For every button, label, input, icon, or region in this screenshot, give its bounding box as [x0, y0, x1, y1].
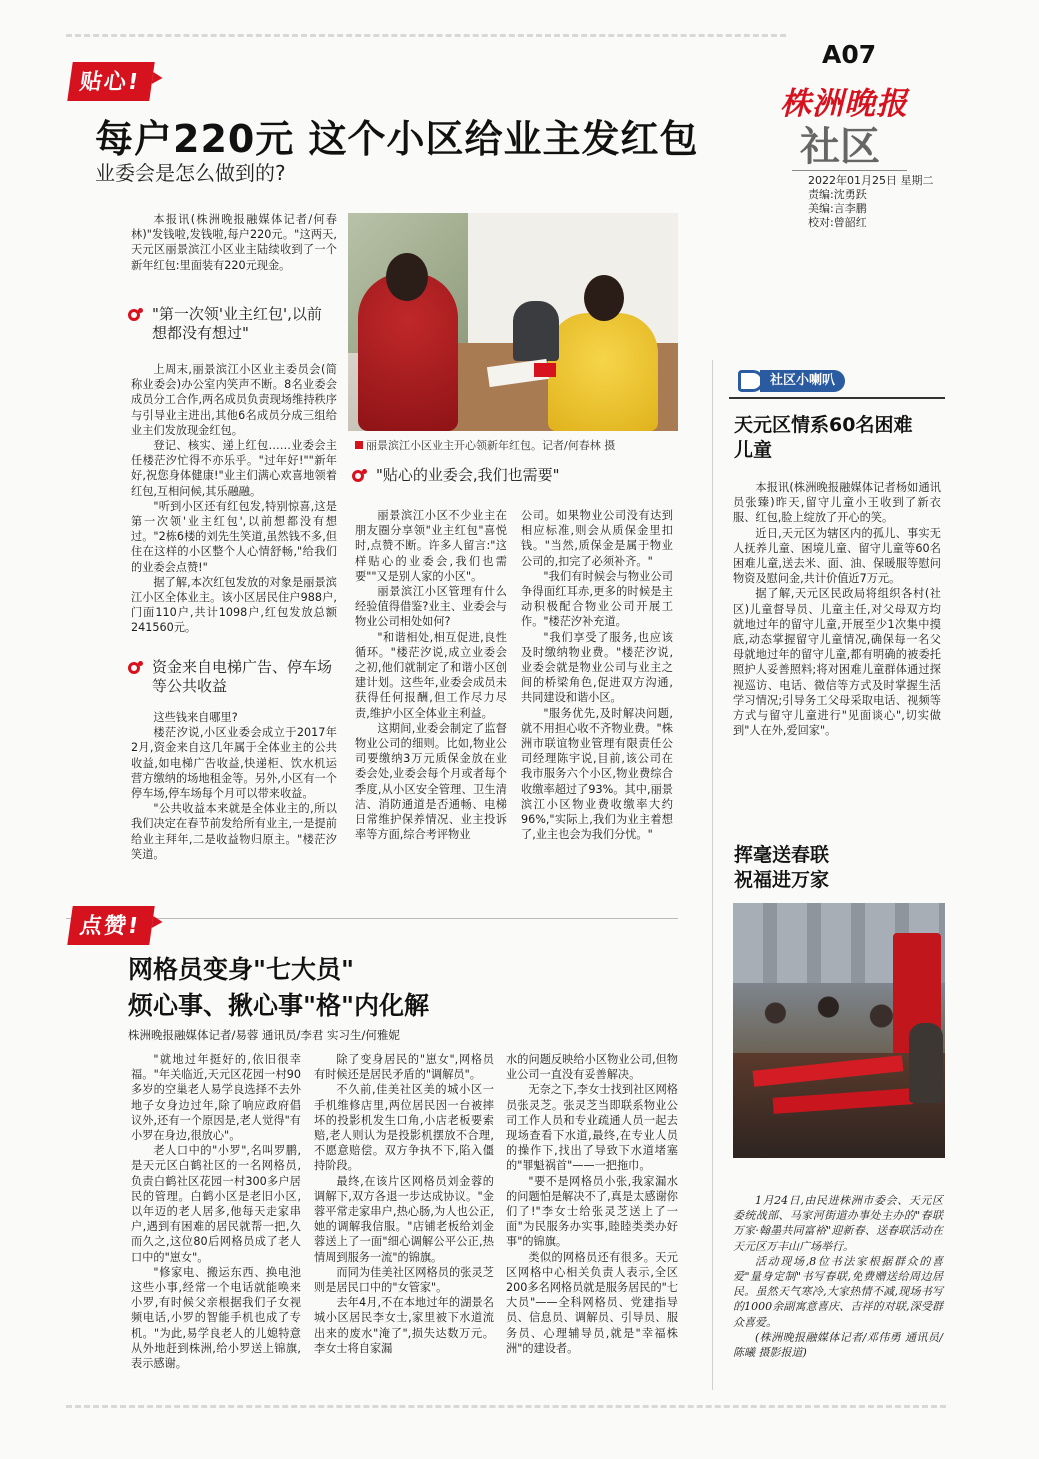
red-envelope-photo: [348, 213, 678, 431]
calligrapher: [909, 1023, 943, 1103]
subhead-bullet-icon: [128, 662, 140, 674]
red-envelope: [534, 363, 556, 377]
story1-subhead-2: 资金来自电梯广告、停车场等公共收益: [152, 658, 332, 696]
story2-column-3: 水的问题反映给小区物业公司,但物业公司一直没有妥善解决。 无奈之下,李女士找到社区网格员张灵芝。张灵芝当即联系物业公司工作人员和专业疏通人员一起去现场查看下水道,最终,在专业人员的操作下,找出了导致下水道堵塞的"罪魁祸首"——一把拖巾。 "要不是网格员小张,我家漏水的问题怕是解决不了,真是太感谢你们了!"李女士给张灵芝送上了一面"为民服务办实事,睦睦类类办好事"的锦旗。 类似的网格员还有很多。天元区网格中心相关负责人表示,全区200多名网格员就是服务居民的"七大员"——全科网格员、党建指导员、信息员、调解员、引导员、服务员、心理辅导员,就是"幸福株洲"的建设者。: [506, 1053, 678, 1355]
section-name: 社区: [800, 123, 880, 170]
column-body: 本报讯(株洲晚报融媒体记者杨如通讯员张臻)昨天,留守儿童小王收到了新衣服、红包,脸上绽放了开心的笑。 近日,天元区为辖区内的孤儿、事实无人抚养儿童、困境儿童、留守儿童等60名困难儿童,送去米、面、油、保暖服等慰问物资及慰问金,共计价值近7万元。 据了解,天元区民政局将组织各村(社区)儿童督导员、儿童主任,对父母双方均就地过年的留守儿童,开展至少1次集中摸底,动态掌握留守儿童情况,确保每一名父母就地过年的留守儿童,都有明确的被委托照护人妥善照料;将对困难儿童群体通过探视巡访、电话、微信等方式及时掌握生活学习情况;引导务工父母采取电话、视频等方式与留守儿童进行"见面谈心",切实做到"人在外,爱回家"。: [733, 481, 941, 738]
story1-column-1b: 上周末,丽景滨江小区业主委员会(简称业委会)办公室内笑声不断。8名业委会成员分工合作,两名成员负责现场维持秩序与引导业主进出,其他6名成员分成三组给业主们发放现金红包。 登记、核实、递上红包……业委会主任楼茫汐忙得不亦乐乎。"过年好!""新年好,祝您身体健康!"业主们满心欢喜地领着红包,互相问候,其乐融融。 "听到小区还有红包发,特别惊喜,这是第一次领'业主红包',以前想都没有想过。"2栋6楼的刘先生笑道,虽然钱不多,但住在这样的小区整个人心情舒畅,"给我们的业委会点赞!" 据了解,本次红包发放的对象是丽景滨江小区全体业主。该小区居民住户988户,门面110户,共计1098户,红包发放总额241560元。: [131, 363, 337, 635]
brief-body: 1月24日,由民进株洲市委会、天元区委统战部、马家河街道办事处主办的"春联万家·翰墨共同富裕"迎新春、送春联活动在天元区万丰山广场举行。 活动现场,8位书法家根据群众的喜爱"量身定制"书写春联,免费赠送给周边居民。虽然天气寒冷,大家热情不减,现场书写的1000余副寓意喜庆、吉祥的对联,深受群众喜爱。 (株洲晚报融媒体记者/邓伟勇 通讯员/陈曦 摄影报道): [733, 1194, 943, 1360]
story1-subhead-1: "第一次领'业主红包',以前想都没有想过": [152, 305, 332, 343]
designer-credit: 美编:言李鹏: [808, 202, 867, 215]
woman-head: [386, 253, 428, 301]
editor-credit: 责编:沈勇跃: [808, 188, 867, 201]
story1-column-1: [131, 212, 337, 273]
story-tag-tiexin: 贴心!: [67, 62, 155, 101]
page-number: A07: [822, 40, 877, 69]
column-badge-label: 社区小喇叭: [760, 370, 845, 392]
story2-byline: 株洲晚报融媒体记者/易蓉 通讯员/李君 实习生/何雅妮: [128, 1028, 400, 1042]
woman2-head: [584, 275, 624, 321]
story1-subheadline: 业委会是怎么做到的?: [95, 161, 286, 185]
story1-headline: 每户220元 这个小区给业主发红包: [95, 117, 699, 161]
story1-column-3: 公司。如果物业公司没有达到相应标准,则会从质保金里扣钱。"当然,质保金是属于物业公司的,扣完了必须补齐。" "我们有时候会与物业公司争得面红耳赤,更多的时候是主动积极配合物业公司开展工作。"楼茫汐补充道。 "我们享受了服务,也应该及时缴纳物业费。"楼茫汐说,业委会就是物业公司与业主之间的桥梁角色,促进双方沟通,共同建设和谐小区。 "服务优先,及时解决问题,就不用担心收不齐物业费。"株洲市联谊物业管理有限责任公司经理陈宇说,目前,该公司在我市服务六个小区,物业费综合收缴率超过了93%。其中,丽景滨江小区物业费收缴率大约96%,"实际上,我们为业主着想了,业主也会为我们分忧。": [521, 509, 673, 842]
issue-date: 2022年01月25日 星期二: [808, 174, 934, 187]
story2-headline-1: 网格员变身"七大员": [128, 955, 355, 984]
proofreader-credit: 校对:曾韶红: [808, 216, 867, 229]
story2-column-1: "就地过年挺好的,依旧很幸福。"年关临近,天元区花园一村90多岁的空巢老人易学良选择不去外地子女身边过年,除了响应政府倡议外,还有一个原因是,老人觉得"有小罗在身边,很放心"。 老人口中的"小罗",名叫罗鹏,是天元区白鹤社区的一名网格员,负责白鹤社区花园一村300多户居民的管理。白鹤小区是老旧小区,以年迈的老人居多,他每天走家串户,遇到有困难的居民就帮一把,久而久之,这位80后网格员成了老人口中的"崽女"。 "修家电、搬运东西、换电池这些小事,经常一个电话就能唤来小罗,有时候父亲根据我们子女视频电话,小罗的智能手机也成了专机。"为此,易学良老人的儿媳特意从外地赶到株洲,给小罗送上锦旗,表示感谢。: [131, 1053, 301, 1371]
story2-column-2: 除了变身居民的"崽女",网格员有时候还是居民矛盾的"调解员"。 不久前,佳美社区美的城小区一手机维修店里,两位居民因一台被摔坏的投影机发生口角,小店老板要索赔,老人则认为是投影机摆放不合理,不愿意赔偿。双方争执不下,陷入僵持阶段。 最终,在该片区网格员刘金蓉的调解下,双方各退一步达成协议。"金蓉平常走家串户,热心肠,为人也公正,她的调解我信服。"店铺老板给刘金蓉送上了一面"细心调解公平公正,热情周到服务一流"的锦旗。 而同为佳美社区网格员的张灵芝则是居民口中的"女管家"。 去年4月,不在本地过年的湖景名城小区居民李女士,家里被下水道流出来的废水"淹了",损失达数万元。李女士将自家漏: [314, 1053, 494, 1355]
woman-yellow-coat: [548, 313, 658, 431]
story1-lead: 本报讯(株洲晚报融媒体记者/何春林)"发钱啦,发钱啦,每户220元。"这两天,天元区丽景滨江小区业主陆续收到了一个新年红包:里面装有220元现金。: [131, 213, 337, 272]
photo1-caption: 丽景滨江小区业主开心领新年红包。记者/何春林 摄: [355, 437, 615, 453]
story1-subhead-3: "贴心的业委会,我们也需要": [376, 466, 676, 485]
caption-marker-icon: [355, 441, 363, 449]
column-headline: 天元区情系60名困难儿童: [734, 414, 913, 461]
story1-column-2: 丽景滨江小区不少业主在朋友圈分享领"业主红包"喜悦时,点赞不断。许多人留言:"这样贴心的业委会,我们也需要""又是别人家的小区"。 丽景滨江小区管理有什么经验值得借鉴?业主、业委会与物业公司相处如何? "和谐相处,相互促进,良性循环。"楼茫汐说,成立业委会之初,他们就制定了和谐小区创建计划。这些年,业委会成员未获得任何报酬,但工作尽力尽责,维护小区全体业主利益。 这期间,业委会制定了监督物业公司的细则。比如,物业公司要缴纳3万元质保金放在业委会处,业委会每个月或者每个季度,从小区安全管理、卫生清洁、消防通道是否通畅、电梯日常维护保养情况、业主投诉率等方面,综合考评物业: [355, 509, 507, 842]
brief-headline: 挥毫送春联 祝福进万家: [734, 844, 830, 891]
paper-name: 株洲晚报: [780, 86, 908, 122]
subhead-bullet-icon: [352, 470, 364, 482]
subhead-bullet-icon: [128, 309, 140, 321]
story2-headline-2: 烦心事、揪心事"格"内化解: [128, 991, 430, 1020]
man-seated: [513, 301, 559, 361]
calligraphy-event-photo: [733, 903, 945, 1158]
story-tag-dianzan: 点赞!: [67, 906, 155, 945]
story1-column-1c: 这些钱来自哪里? 楼茫汐说,小区业委会成立于2017年2月,资金来自这几年属于全体业主的公共收益,如电梯广告收益,快递柜、饮水机运营方缴纳的场地租金等。另外,小区有一个停车场,停车场每个月可以带来收益。 "公共收益本来就是全体业主的,所以我们决定在春节前发给所有业主,一是提前给业主拜年,二是收益物归原主。"楼茫汐笑道。: [131, 711, 337, 861]
